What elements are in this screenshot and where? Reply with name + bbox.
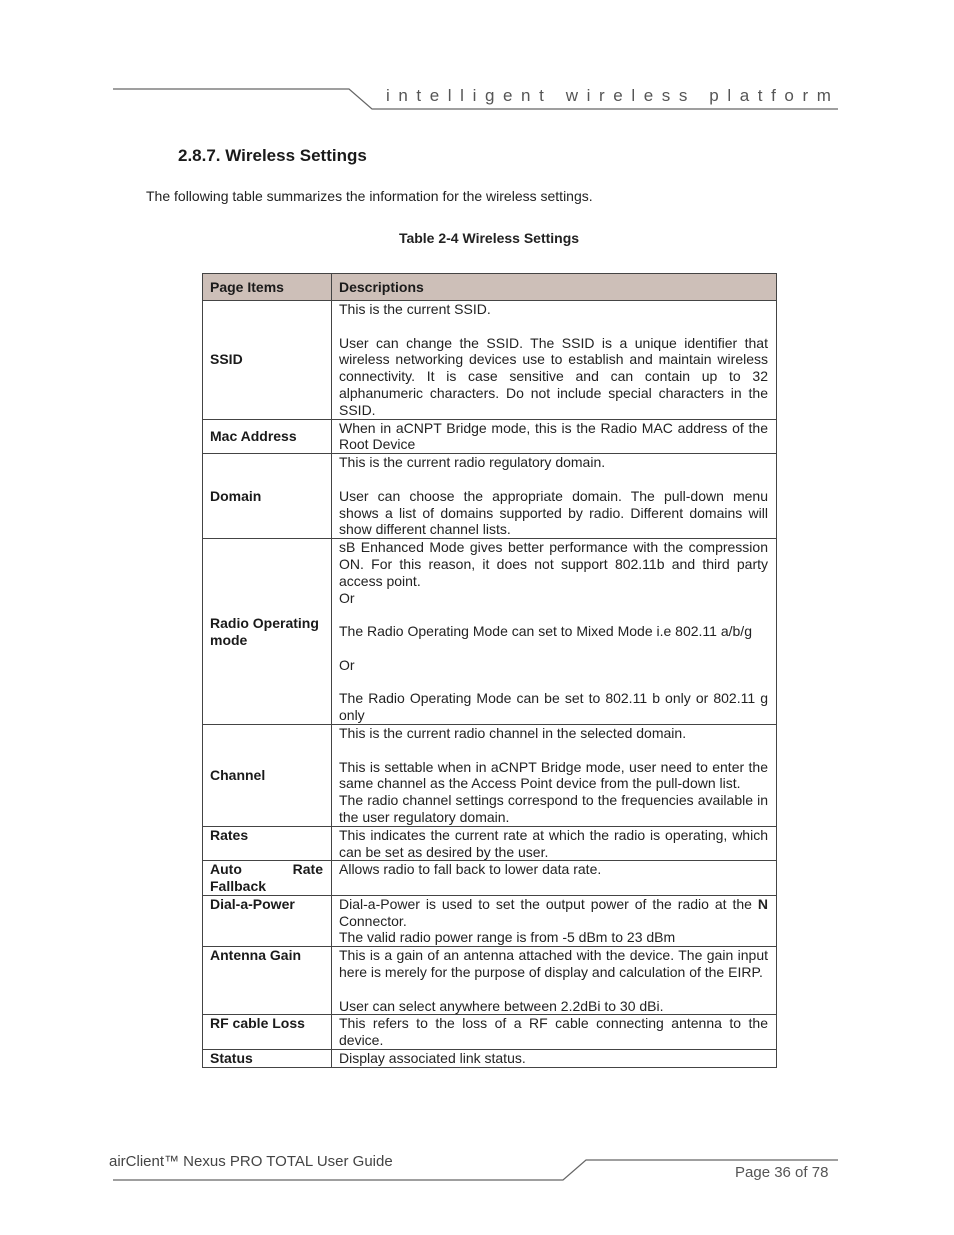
row-description: Display associated link status. xyxy=(332,1050,777,1068)
row-item: SSID xyxy=(203,301,332,420)
table-row xyxy=(203,724,777,826)
table-row xyxy=(203,301,777,420)
row-item: Dial-a-Power xyxy=(203,895,332,946)
table-row xyxy=(203,539,777,725)
row-description: This is the current radio regulatory domain. User can choose the appropriate domain. The pull-down menu shows a list of domains supported by radio. Different domains will show different channel lists. xyxy=(332,454,777,539)
table-row xyxy=(203,454,777,539)
table-row xyxy=(203,861,777,896)
row-item: Auto Rate Fallback xyxy=(203,861,332,896)
header-tagline: intelligent wireless platform xyxy=(386,86,840,105)
header-descriptions: Descriptions xyxy=(332,274,777,301)
section-title: 2.8.7. Wireless Settings xyxy=(178,146,367,165)
table-caption: Table 2-4 Wireless Settings xyxy=(398,230,580,246)
table-row xyxy=(203,826,777,861)
row-description: This is a gain of an antenna attached with the device. The gain input here is merely for the purpose of display and calculation of the EIRP. User can select anywhere between 2.2dBi to 30 dBi. xyxy=(332,947,777,1015)
table-row xyxy=(203,895,777,946)
table-header-row xyxy=(203,274,777,301)
row-description: sB Enhanced Mode gives better performance with the compression ON. For this reason, it does not support 802.11b and third party access point. Or The Radio Operating Mode can set to Mixed Mode i.e 802.11 a/b/g Or The Radio Operating Mode can be set to 802.11 b only or 802.11 g only xyxy=(332,539,777,725)
row-description: This is the current SSID. User can change the SSID. The SSID is a unique identifier that wireless networking devices use to establish and maintain wireless connectivity. It is case sensitive and can contain up to 32 alphanumeric characters. Do not include special characters in the SSID. xyxy=(332,301,777,420)
header-page-items: Page Items xyxy=(203,274,332,301)
row-item: Radio Operating mode xyxy=(203,539,332,725)
row-item: RF cable Loss xyxy=(203,1015,332,1050)
table-row xyxy=(203,1050,777,1068)
row-item: Domain xyxy=(203,454,332,539)
table-row xyxy=(203,1015,777,1050)
row-item: Antenna Gain xyxy=(203,947,332,1015)
row-description: This is the current radio channel in the selected domain. This is settable when in aCNPT Bridge mode, user need to enter the same channel as the Access Point device from the pull-down list. The radio channel settings correspond to the frequencies available in the user regulatory domain. xyxy=(332,724,777,826)
intro-paragraph: The following table summarizes the information for the wireless settings. xyxy=(146,188,593,204)
page-number: Page 36 of 78 xyxy=(735,1164,829,1181)
row-item: Channel xyxy=(203,724,332,826)
wireless-settings-table xyxy=(202,273,777,1068)
row-description: This indicates the current rate at which the radio is operating, which can be set as desired by the user. xyxy=(332,826,777,861)
row-item: Status xyxy=(203,1050,332,1068)
row-item: Rates xyxy=(203,826,332,861)
row-description: Dial-a-Power is used to set the output power of the radio at the N Connector. The valid radio power range is from -5 dBm to 23 dBm xyxy=(332,895,777,946)
footer-guide-title: airClient™ Nexus PRO TOTAL User Guide xyxy=(109,1153,393,1170)
row-item: Mac Address xyxy=(203,419,332,454)
table-row xyxy=(203,419,777,454)
row-description: This refers to the loss of a RF cable connecting antenna to the device. xyxy=(332,1015,777,1050)
table-row xyxy=(203,947,777,1015)
row-description: When in aCNPT Bridge mode, this is the Radio MAC address of the Root Device xyxy=(332,419,777,454)
row-description: Allows radio to fall back to lower data rate. xyxy=(332,861,777,896)
